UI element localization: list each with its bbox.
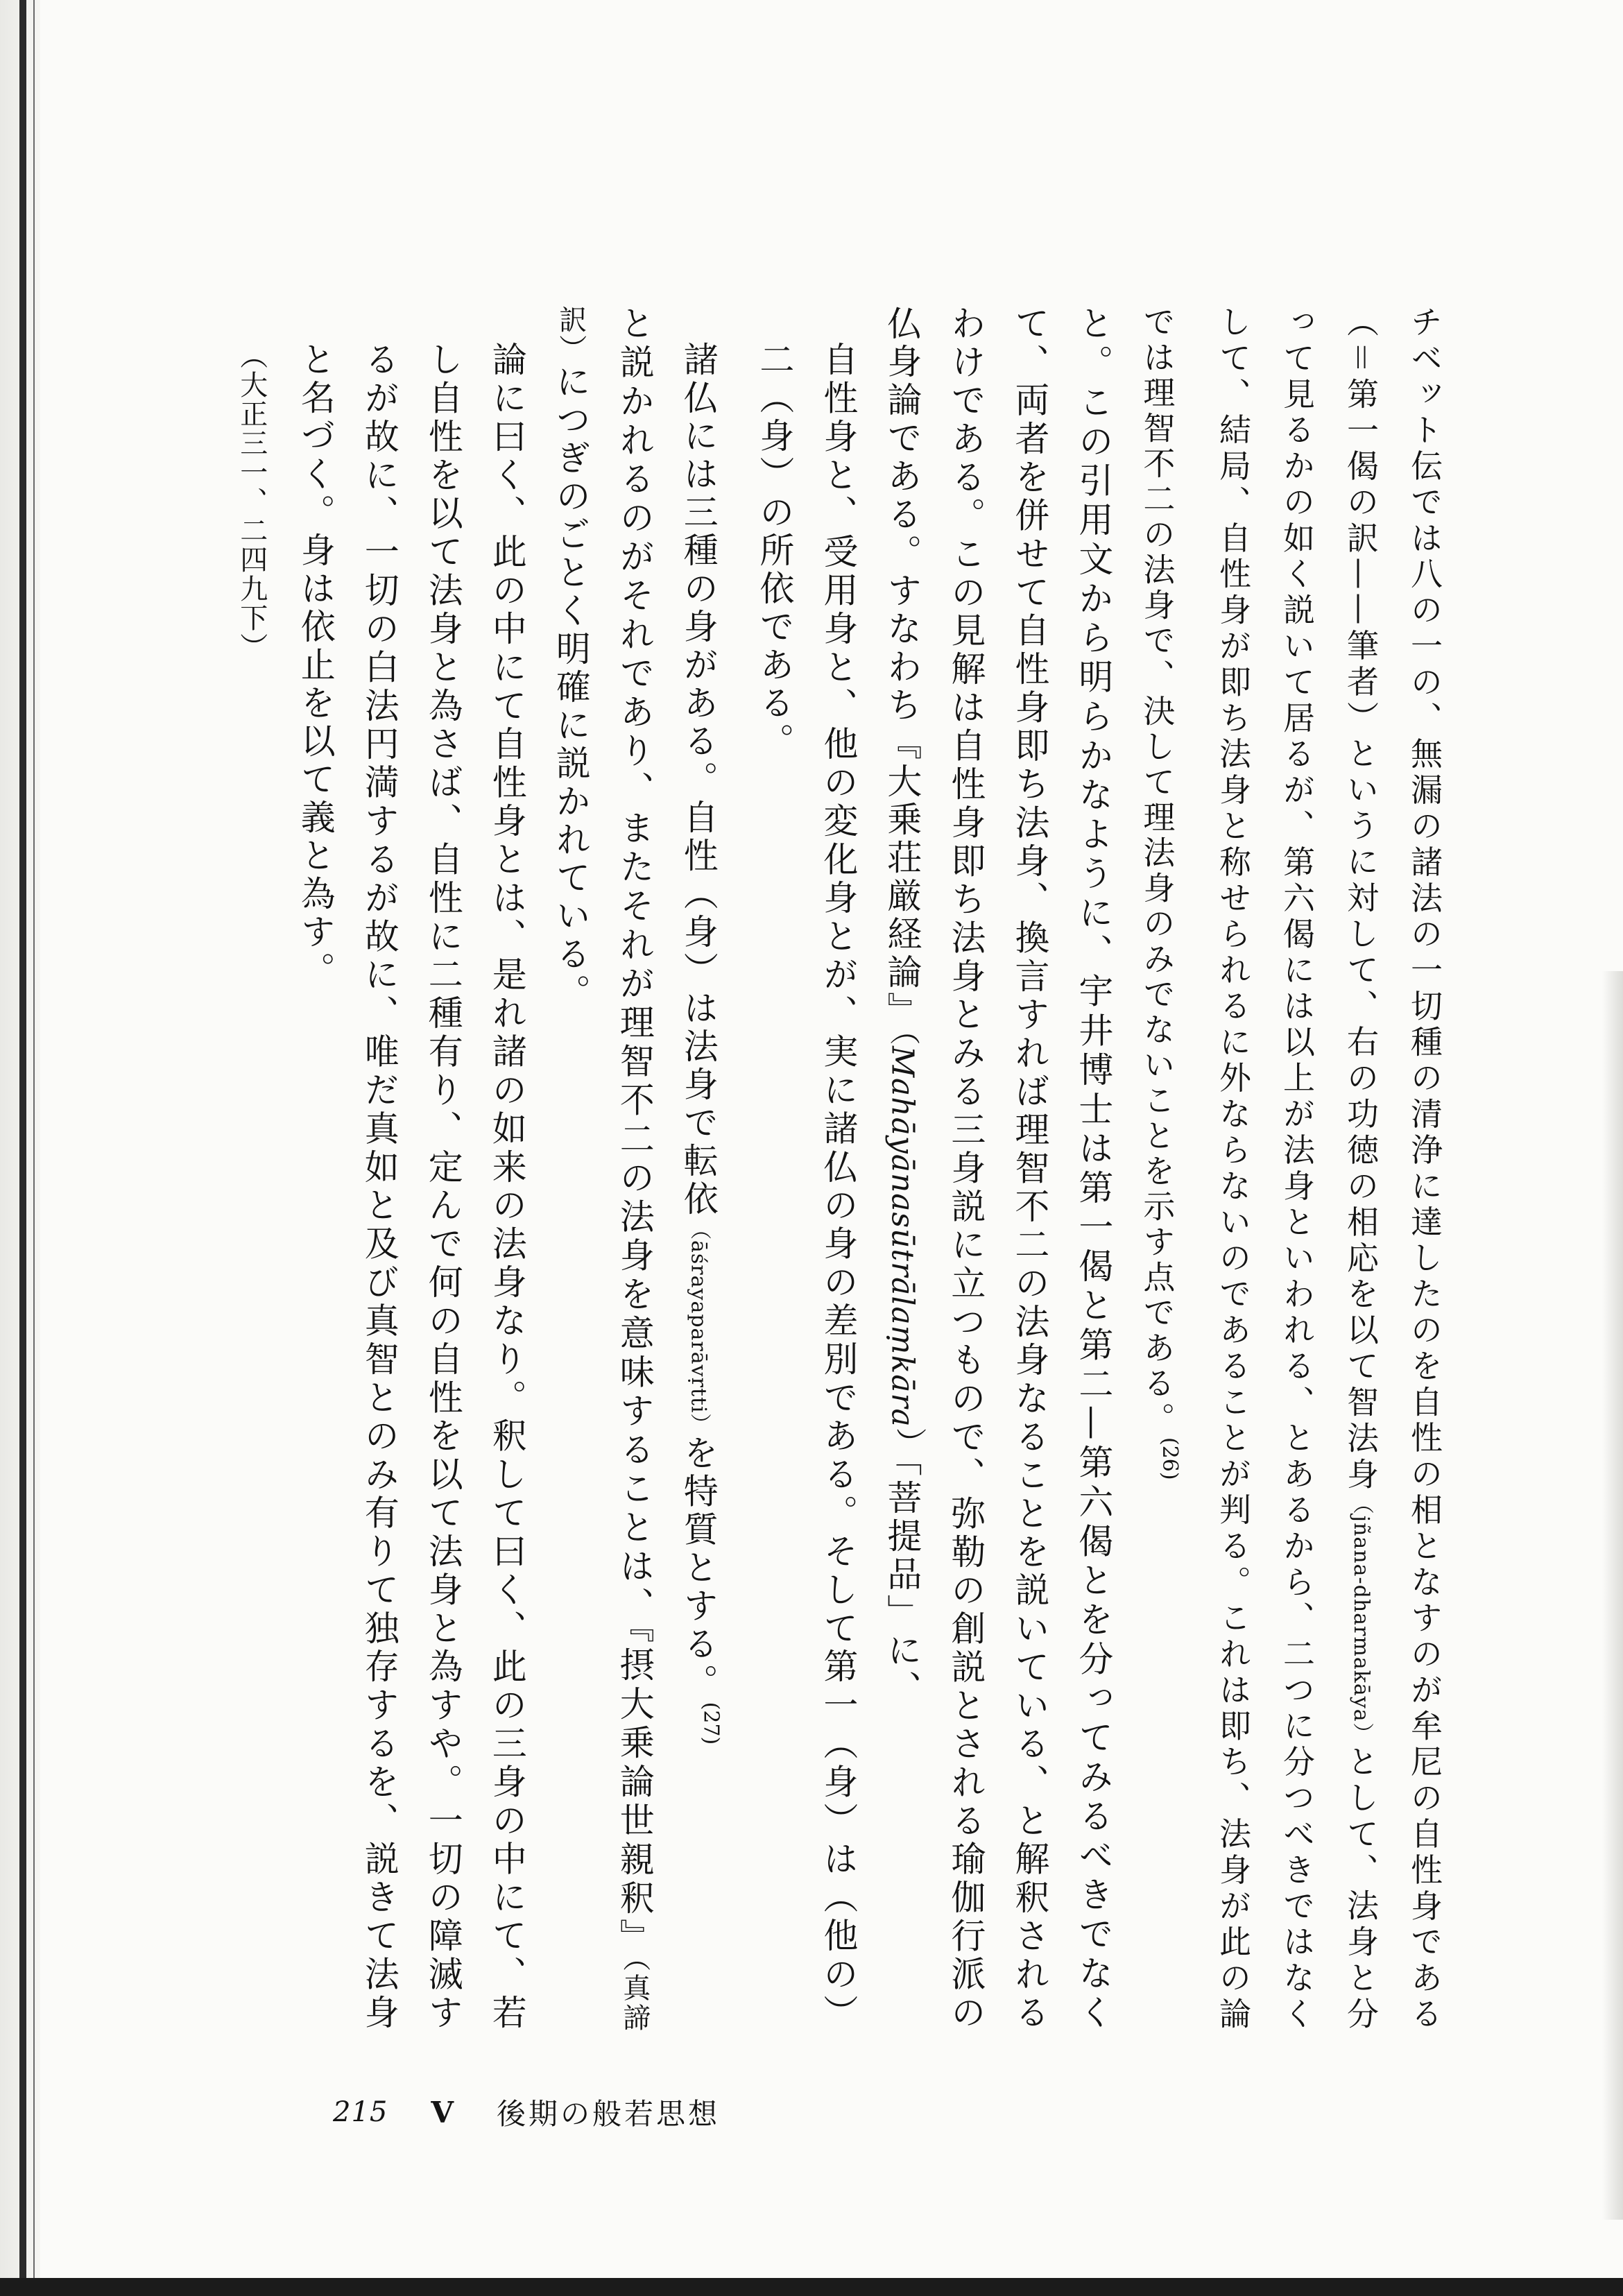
- sanskrit-term: （jñana-dharmakāya）: [1349, 1493, 1373, 1745]
- paragraph-3-text-cont: につぎのごとく明確に説かれている。: [550, 363, 591, 1012]
- quote-2-text: 論に曰く、此の中にて自性身とは、是れ諸の如来の法身なり。釈して曰く、此の三身の中にて、若し自性を以て法身と為さば、自性に二種有り、定んで何の自性を以て法身と為すや。一切の障滅するが故に、一切の白法円満するが故に、唯だ真如と及び真智とのみ有りて独存するを、説きて法身と名づく。身は依止を以て義と為す。: [295, 341, 527, 2032]
- quote-1b-text-cont: を特質とする。: [678, 1434, 719, 1702]
- quote-2-citation: （大正三一、二四九下）: [235, 341, 268, 662]
- sanskrit-title: （Mahāyānasūtrālaṃkāra）: [884, 1030, 920, 1459]
- page-footer: [333, 2091, 720, 2133]
- paragraph-3: [539, 305, 667, 2032]
- scan-bottom-edge: [0, 2278, 1623, 2296]
- paragraph-2-text-cont: 「菩提品」に、: [882, 1458, 922, 1708]
- tibetan-translation-text-cont: として、法身と分って見るかの如く説いて居るが、第六偈には以上が法身といわれる、とあるから、二つに分つべきではなくして、結局、自性身が即ち法身と称せられるに外ならないのであることが判る。これは即ち、法身が此の論では理智不二の法身で、決して理法身のみでないことを示す点である。: [1138, 305, 1380, 2033]
- page-body: [235, 305, 1457, 2033]
- paragraph-2-text: と。この引用文から明らかなように、宇井博士は第一偈と第二—第六偈とを分ってみるべきでなくて、両者を併せて自性身即ち法身、換言すれば理智不二の法身なることを説いている、と解釈されるわけである。この見解は自性身即ち法身とみる三身説に立つもので、弥勒の創説とされる瑜伽行派の仏身論である。すなわち『大乗荘厳経論』: [882, 305, 1114, 2032]
- paragraph-3-text: と説かれるのがそれであり、またそれが理智不二の法身を意味することは、『摂大乗論世親釈』: [614, 305, 655, 1958]
- footnote-ref-27: (27): [698, 1702, 723, 1745]
- translator-note: （真諦訳）: [554, 305, 651, 2033]
- scan-shading: [1602, 971, 1623, 2220]
- block-quote-2: [220, 341, 539, 2032]
- page-number: 215: [333, 2096, 388, 2128]
- block-quote-1: [742, 341, 870, 2032]
- paragraph-2: [870, 305, 1125, 2032]
- sanskrit-term-2: （āśrayaparāvṛtti）: [686, 1219, 711, 1435]
- binding-shadow-inner: [33, 0, 35, 2282]
- section-numeral: V: [431, 2095, 454, 2130]
- quote-1-text: 自性身と、受用身と、他の変化身とが、実に諸仏の身の差別である。そして第一（身）は（他の）二（身）の所依である。: [754, 341, 859, 2032]
- footnote-ref-26: (26): [1158, 1437, 1182, 1480]
- quote-1b-text: 諸仏には三種の身がある。自性（身）は法身で転依: [678, 341, 719, 1219]
- running-head: 後期の般若思想: [496, 2097, 720, 2131]
- paragraph-1: [1125, 305, 1457, 2032]
- binding-shadow: [19, 0, 26, 2282]
- tibetan-translation-text: チベット伝では八の一の、無漏の諸法の一切種の清浄に達したのを自性の相となすのが牟尼の自性身である（＝第一偈の訳——筆者）というに対して、右の功徳の相応を以て智法身: [1342, 305, 1443, 2032]
- block-quote-1b: [667, 341, 743, 2032]
